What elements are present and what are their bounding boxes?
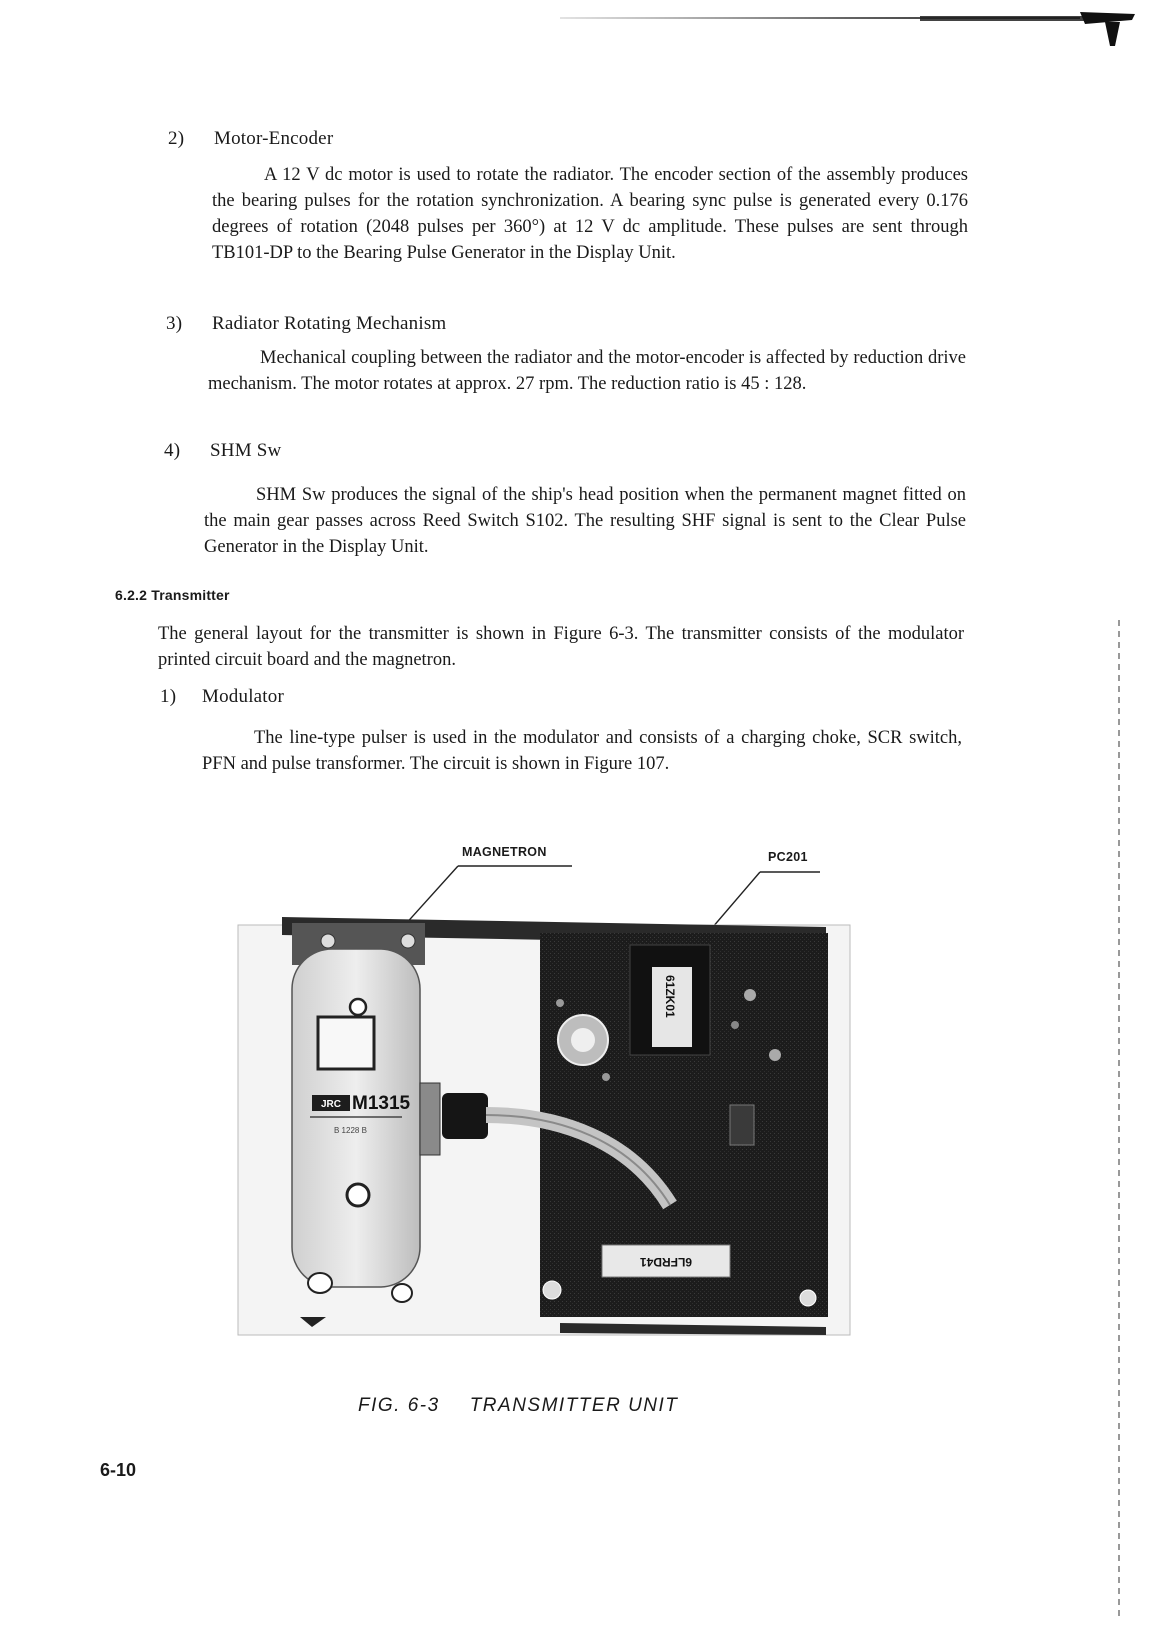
- figure-caption-number: FIG. 6-3: [358, 1395, 440, 1416]
- scan-edge-line: [1118, 620, 1120, 1620]
- section-title-shm-sw: [164, 440, 281, 462]
- subsection-heading: 6.2.2 Transmitter: [115, 587, 230, 603]
- section-title-radiator-rotating-mechanism: [166, 313, 446, 335]
- figure-caption: [358, 1395, 678, 1417]
- callout-magnetron: MAGNETRON: [462, 845, 547, 859]
- item-title-text: Modulator: [202, 686, 285, 707]
- transmitter-unit-photo: [230, 905, 860, 1345]
- section-body-motor-encoder: A 12 V dc motor is used to rotate the radiator. The encoder section of the assembly produces the bearing pulses for the rotation synchronization. A bearing sync pulse is generated every 0.176 degrees of rotation (2048 pulses per 360°) at 12 V dc amplitude. These pulses are sent through TB101-DP to the Bearing Pulse Generator in the Display Unit.: [212, 165, 968, 263]
- section-title-text: SHM Sw: [210, 440, 282, 461]
- section-body-shm-sw: SHM Sw produces the signal of the ship's head position when the permanent magnet fitted on the main gear passes across Reed Switch S102. The resulting SHF signal is sent to the Clear Pulse Generator in the Display Unit.: [204, 485, 966, 557]
- section-title-motor-encoder: [168, 128, 333, 150]
- top-edge-mark: [560, 8, 1140, 50]
- item-number: 1): [160, 686, 177, 707]
- subsection-intro: The general layout for the transmitter is shown in Figure 6-3. The transmitter consists of the modulator printed circuit board and the magnetron.: [158, 624, 964, 670]
- item-body-modulator: The line-type pulser is used in the modulator and consists of a charging choke, SCR switch, PFN and pulse transformer. The circuit is shown in Figure 107.: [202, 728, 962, 774]
- section-title-text: Motor-Encoder: [214, 128, 334, 149]
- pcb-chip-2-label: 6LFRD41: [639, 1254, 693, 1269]
- magnetron-model-label: M1315: [352, 1093, 411, 1114]
- section-body-radiator-rotating-mechanism: Mechanical coupling between the radiator and the motor-encoder is affected by reduction drive mechanism. The motor rotates at approx. 27 rpm. The reduction ratio is 45 : 128.: [208, 348, 966, 394]
- callout-pc201: PC201: [768, 850, 808, 864]
- section-number: 3): [166, 313, 183, 334]
- magnetron-serial-label: B 1228 B: [334, 1126, 367, 1135]
- section-number: 4): [164, 440, 181, 461]
- magnetron-brand-label: JRC: [320, 1099, 342, 1110]
- page-number: 6-10: [100, 1460, 137, 1480]
- figure-caption-title: TRANSMITTER UNIT: [469, 1395, 679, 1416]
- item-title-modulator: [160, 686, 284, 708]
- section-title-text: Radiator Rotating Mechanism: [212, 313, 447, 334]
- pcb-chip-1-label: 61ZK01: [663, 975, 677, 1018]
- section-number: 2): [168, 128, 185, 149]
